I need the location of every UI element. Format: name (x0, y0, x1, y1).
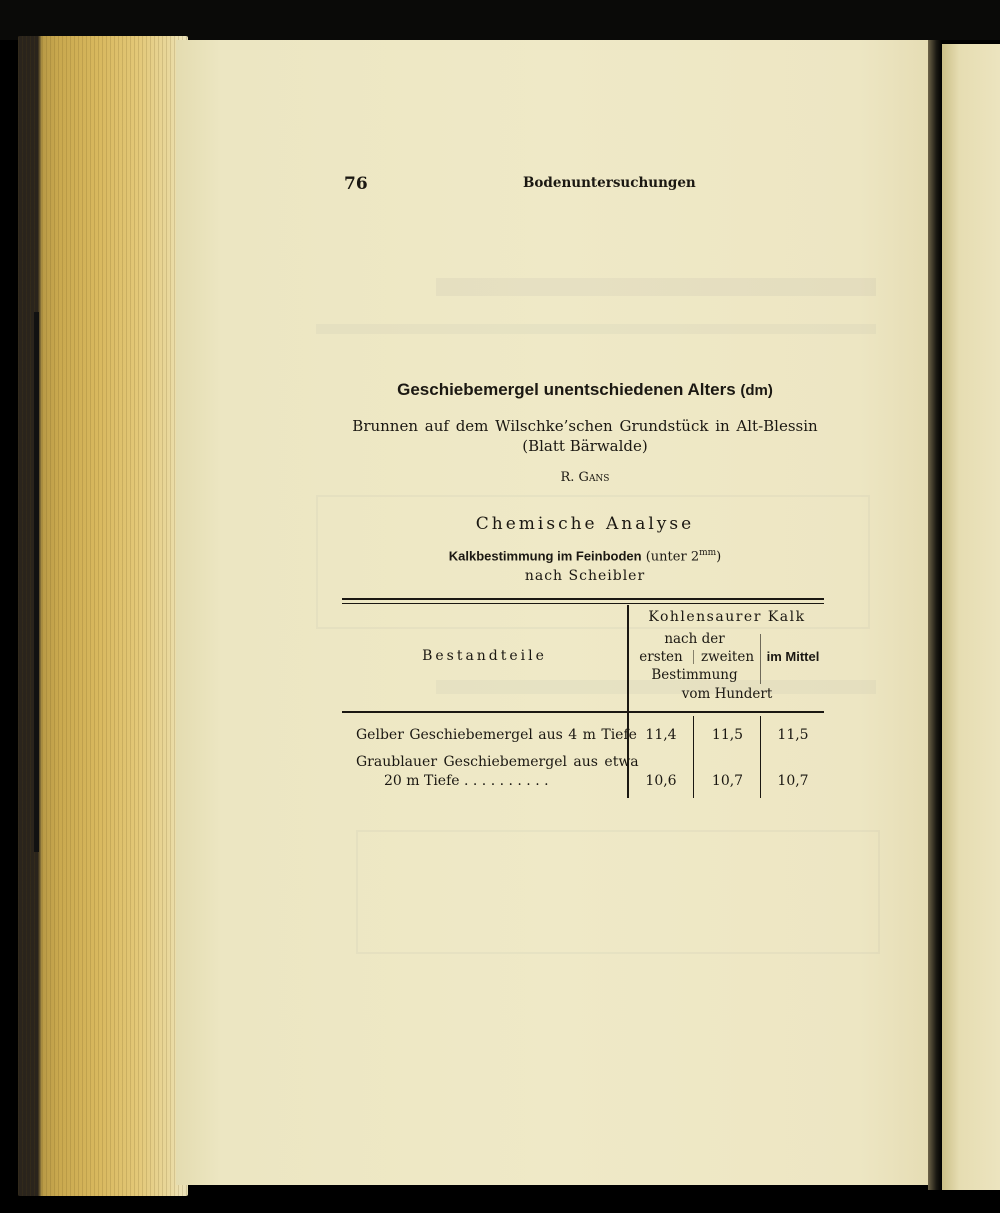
row-2-first: 10,6 (645, 773, 677, 789)
book-gutter (928, 40, 942, 1190)
scan-background (0, 0, 1000, 40)
subheading-unit: mm (699, 548, 717, 558)
author: R. Gans (560, 470, 610, 485)
facing-page-edge (942, 44, 1000, 1190)
running-title: Bodenuntersuchungen (523, 175, 696, 191)
row-2-second: 10,7 (711, 773, 744, 789)
analysis-method: nach Scheibler (524, 568, 646, 584)
header-second: zweiten (700, 649, 755, 665)
header-mean: im Mittel (766, 649, 820, 664)
bleed-through-decoration (436, 278, 876, 296)
row-2-mean: 10,7 (777, 773, 809, 789)
row-1-second: 11,5 (711, 727, 744, 743)
title-suffix: (dm) (740, 382, 773, 399)
document-title (310, 380, 860, 400)
table-top-rule-thin (342, 603, 824, 604)
row-1-first: 11,4 (645, 727, 677, 743)
row-2-label-line1: Graublauer Geschiebemergel aus etwa (356, 754, 639, 770)
subtitle-line2: (Blatt Bärwalde) (522, 437, 648, 455)
subheading-bold: Kalkbestimmung im Feinboden (448, 548, 642, 564)
column-divider (693, 650, 694, 664)
table-header-rule (342, 711, 824, 713)
column-divider (693, 716, 694, 798)
analysis-heading: Chemische Analyse (475, 514, 695, 534)
header-unit: vom Hundert (681, 686, 773, 702)
header-bestimmung: Bestimmung (651, 667, 738, 683)
header-components: Bestandteile (422, 648, 547, 664)
analysis-subheading (310, 548, 860, 564)
table-top-rule (342, 598, 824, 600)
header-group: Kohlensaurer Kalk (648, 609, 806, 625)
row-1-mean: 11,5 (777, 727, 809, 743)
subheading-rest: (unter 2 (645, 549, 700, 565)
header-nach-der: nach der (664, 631, 725, 647)
book-page-edges (18, 36, 188, 1196)
binding-strip (34, 312, 39, 852)
row-1-label: Gelber Geschiebemergel aus 4 m Tiefe (356, 727, 637, 743)
row-2-label-line2: 20 m Tiefe . . . . . . . . . . (384, 773, 549, 789)
header-first: ersten (639, 649, 683, 665)
bleed-through-decoration (356, 830, 880, 954)
subtitle-line1: Brunnen auf dem Wilschke’schen Grundstück in Alt-Blessin (352, 417, 818, 435)
bleed-through-decoration (316, 324, 876, 334)
subheading-close: ) (716, 549, 722, 565)
page-number: 76 (344, 174, 368, 194)
title-main: Geschiebemergel unentschiedenen Alters (397, 380, 736, 399)
